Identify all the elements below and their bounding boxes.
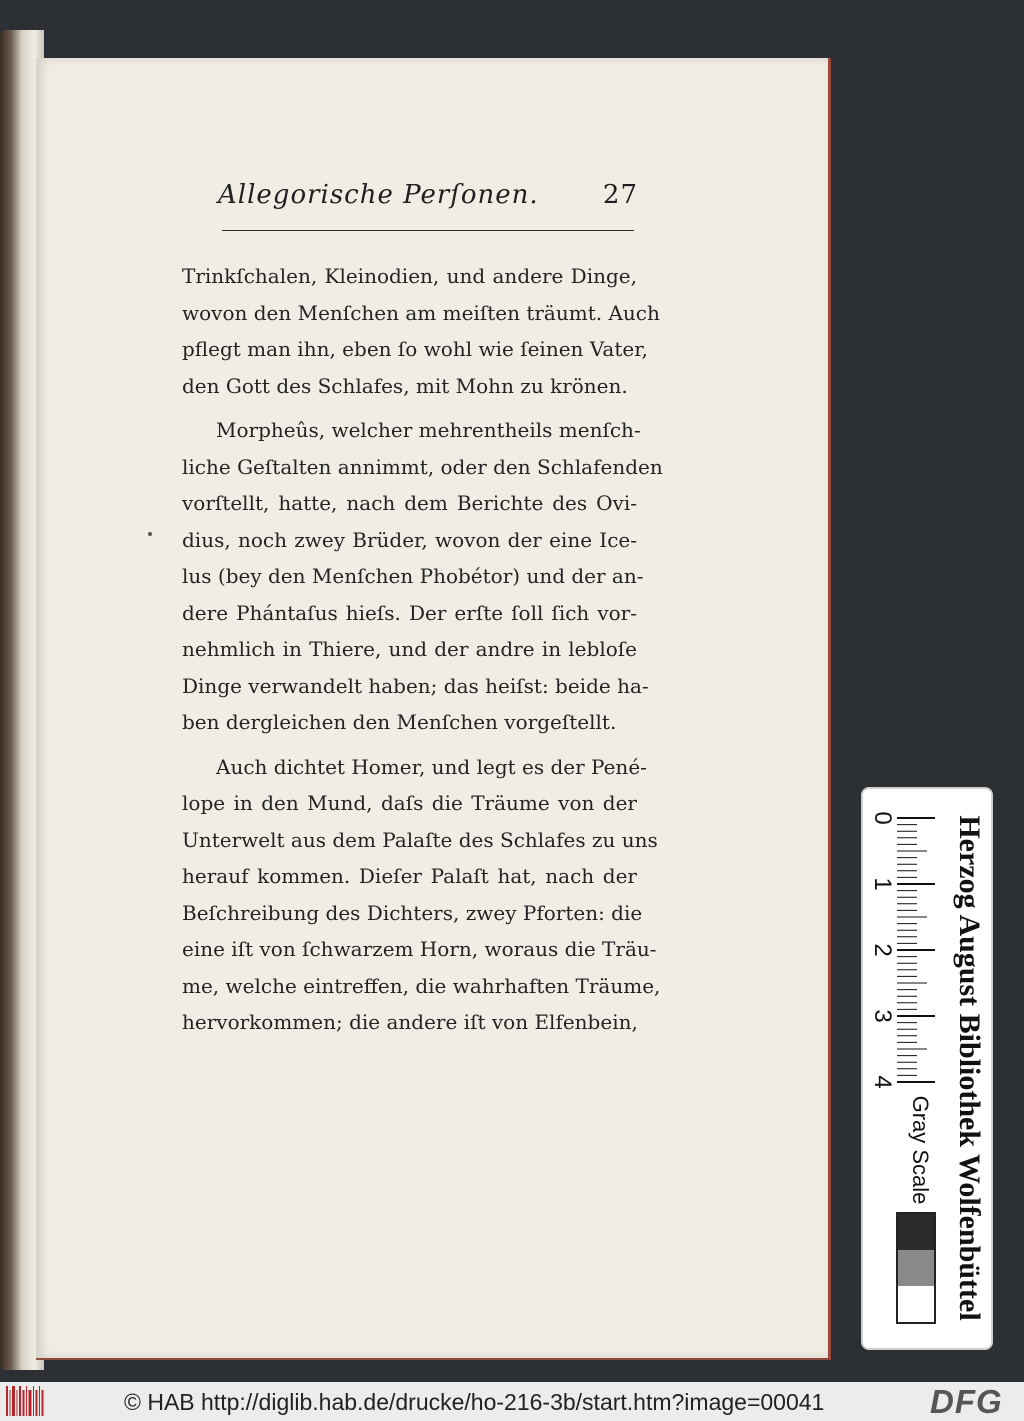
text-line: dere Phántaſus hieſs. Der erſte ſoll ſich vor- — [182, 600, 637, 625]
text-line: hervorkommen; die andere iſt von Elfenbein, — [182, 1010, 638, 1034]
gray-swatches — [896, 1212, 936, 1324]
paragraph-gap — [182, 741, 637, 749]
text-line: lope in den Mund, daſs die Träume von der — [182, 791, 637, 815]
ruler-number: 0 — [869, 811, 896, 825]
gray-scale-label: Gray Scale — [908, 1095, 933, 1205]
text-line: Dinge verwandelt haben; das heiſst: beide ha- — [182, 673, 649, 698]
barcode-icon — [6, 1386, 48, 1416]
barcode-bar — [29, 1390, 32, 1416]
text-line: eine iſt von ſchwarzem Horn, woraus die Träu- — [182, 937, 657, 961]
ruler-scale — [897, 800, 937, 1090]
text-line: vorſtellt, hatte, nach dem Berichte des Ovi- — [182, 491, 637, 515]
text-line: ben dergleichen den Menſchen vorgeſtellt. — [182, 710, 617, 734]
body-text — [182, 258, 663, 1041]
paragraph-gap — [182, 404, 637, 412]
barcode-bar — [33, 1386, 34, 1416]
margin-mark — [148, 532, 152, 536]
text-line: wovon den Menſchen am meiſten träumt. Auch — [182, 300, 660, 325]
header-rule — [222, 230, 634, 231]
barcode-bar — [17, 1390, 18, 1416]
barcode-bar — [6, 1386, 8, 1416]
text-line: pflegt man ihn, eben ſo wohl wie ſeinen Vater, — [182, 337, 648, 361]
text-line: Beſchreibung des Dichters, zwey Pforten: die — [182, 900, 643, 925]
dfg-logo: DFG — [930, 1383, 1003, 1420]
swatch-dark — [898, 1214, 934, 1250]
text-line: me, welche eintreffen, die wahrhaften Träume, — [182, 973, 661, 998]
text-line: dius, noch zwey Brüder, wovon der eine Ice- — [182, 527, 637, 552]
card-institution-label: Herzog August Bibliothek Wolfenbüttel — [953, 815, 986, 1321]
footer-credit: © HAB http://diglib.hab.de/drucke/ho-216-3b/start.htm?image=00041 — [124, 1389, 825, 1415]
running-head-title: Allegorische Perſonen. — [218, 180, 539, 210]
text-line: Unterwelt aus dem Palaſte des Schlafes zu uns — [182, 827, 658, 852]
barcode-bar — [10, 1390, 11, 1416]
ruler-number: 2 — [869, 943, 896, 957]
text-line: Auch dichtet Homer, und legt es der Pené- — [216, 754, 647, 779]
text-line: Morpheûs, welcher mehrentheils menſch- — [216, 418, 641, 442]
ruler-number: 3 — [869, 1009, 896, 1023]
barcode-bar — [23, 1390, 25, 1416]
text-line: herauf kommen. Dieſer Palaſt hat, nach der — [182, 864, 637, 888]
text-line: lus (bey den Menſchen Phobétor) und der an- — [182, 564, 644, 588]
text-line: nehmlich in Thiere, und der andre in lebloſe — [182, 637, 637, 661]
text-line: Trinkſchalen, Kleinodien, und andere Dinge, — [182, 264, 637, 288]
barcode-bar — [19, 1386, 21, 1416]
barcode-bar — [42, 1390, 44, 1416]
barcode-bar — [26, 1386, 27, 1416]
barcode-bar — [36, 1390, 38, 1416]
swatch-light — [898, 1286, 934, 1322]
barcode-bar — [12, 1386, 15, 1416]
text-line: den Gott des Schlafes, mit Mohn zu krönen. — [182, 373, 628, 398]
swatch-mid — [898, 1250, 934, 1286]
ruler-number: 1 — [869, 877, 896, 891]
barcode-bar — [39, 1386, 40, 1416]
ruler-number: 4 — [869, 1075, 896, 1089]
text-line: liche Geſtalten annimmt, oder den Schlafenden — [182, 454, 663, 479]
page-number: 27 — [602, 180, 638, 210]
